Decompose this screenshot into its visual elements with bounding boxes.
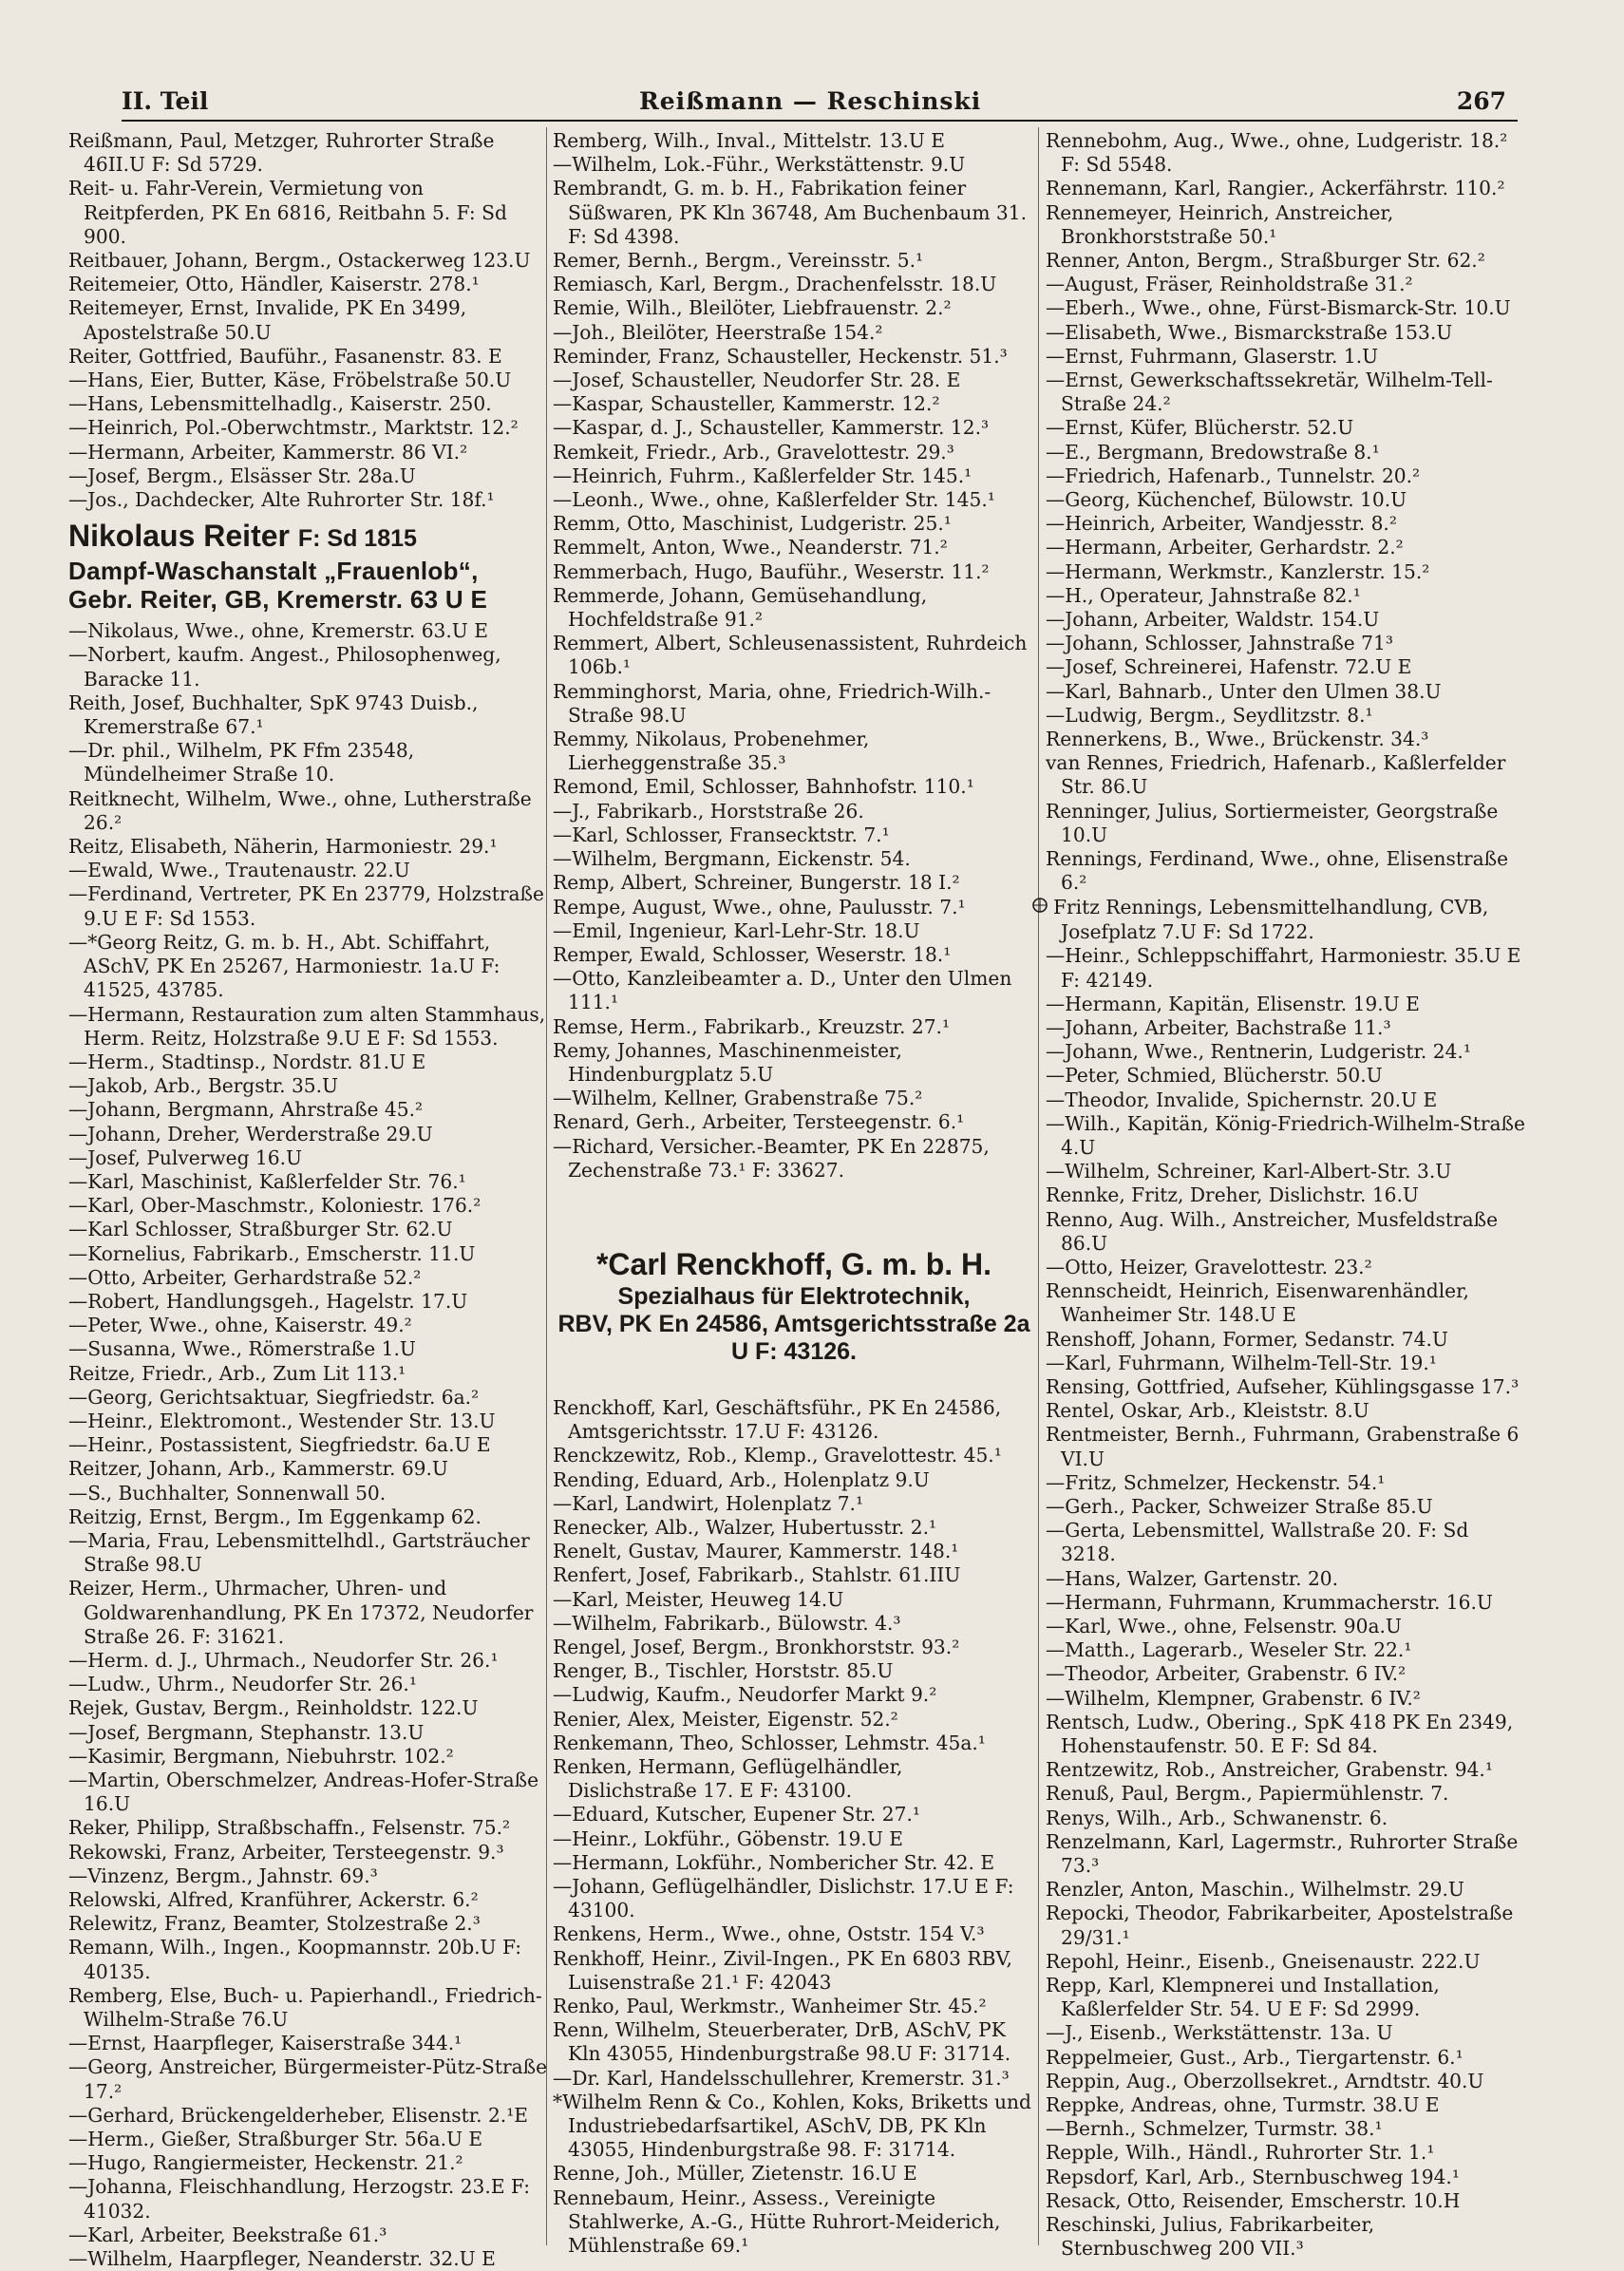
directory-entry: —Dr. phil., Wilhelm, PK Ffm 23548, Mündelheimer Straße 10.: [68, 739, 415, 786]
directory-entry: —Peter, Schmied, Blücherstr. 50.U: [1046, 1064, 1383, 1088]
directory-entry: —Eduard, Kutscher, Eupener Str. 27.¹: [553, 1803, 920, 1826]
directory-entry: Reker, Philipp, Straßbschaffn., Felsenstr. 75.²: [68, 1816, 511, 1840]
directory-entry: —Johann, Wwe., Rentnerin, Ludgeristr. 24.¹: [1046, 1040, 1471, 1064]
directory-entry: —Ernst, Gewerkschaftssekretär, Wilhelm-Tell-Straße 24.²: [1046, 369, 1493, 416]
directory-entry: —Karl, Schlosser, Fransecktstr. 7.¹: [553, 823, 890, 846]
directory-entry: Renger, B., Tischler, Horststr. 85.U: [553, 1659, 894, 1683]
directory-entry: —Georg, Gerichtsaktuar, Siegfriedstr. 6a.²: [68, 1385, 480, 1409]
directory-entry: Reith, Josef, Buchhalter, SpK 9743 Duisb., Kremerstraße 67.¹: [68, 691, 479, 739]
directory-entry: —August, Fräser, Reinholdstraße 31.²: [1046, 273, 1413, 296]
directory-entry: Remberg, Wilh., Inval., Mittelstr. 13.U E: [553, 129, 946, 152]
directory-entry: Renier, Alex, Meister, Eigenstr. 52.²: [553, 1707, 898, 1731]
directory-entry: Reitzer, Johann, Arb., Kammerstr. 69.U: [68, 1457, 448, 1481]
directory-entry: —Hermann, Arbeiter, Kammerstr. 86 VI.²: [68, 440, 468, 464]
directory-entry: —Karl, Landwirt, Holenplatz 7.¹: [553, 1491, 864, 1515]
directory-entry: Renys, Wilh., Arb., Schwanenstr. 6.: [1046, 1806, 1388, 1829]
directory-entry: Remminghorst, Maria, ohne, Friedrich-Wilh.-Straße 98.U: [553, 679, 991, 727]
directory-entry: Rentsch, Ludw., Obering., SpK 418 PK En 2349, Hohenstaufenstr. 50. E F: Sd 84.: [1046, 1710, 1514, 1757]
directory-entry: Reitze, Friedr., Arb., Zum Lit 113.¹: [68, 1361, 406, 1385]
directory-entry: Renkhoff, Heinr., Zivil-Ingen., PK En 6803 RBV, Luisenstraße 21.¹ F: 42043: [553, 1946, 1012, 1994]
directory-entry: Rempe, August, Wwe., ohne, Paulusstr. 7.¹: [553, 895, 966, 918]
directory-entry: Remmert, Albert, Schleusenassistent, Ruhrdeich 106b.¹: [553, 632, 1028, 679]
directory-entry: Remberg, Else, Buch- u. Papierhandl., Friedrich-Wilhelm-Straße 76.U: [68, 1983, 542, 2032]
directory-entry: Repp, Karl, Klempnerei und Installation, Kaßlerfelder Str. 54. U E F: Sd 2999.: [1046, 1974, 1440, 2021]
entry-text: Fritz Rennings, Lebensmittelhandlung, CVB, Josefplatz 7.U F: Sd 1722.: [1053, 895, 1489, 944]
directory-entry: Rennerkens, B., Wwe., Brückenstr. 34.³: [1046, 728, 1429, 751]
directory-entry: —Karl, Fuhrmann, Wilhelm-Tell-Str. 19.¹: [1046, 1351, 1437, 1374]
directory-entry: Rentzewitz, Rob., Anstreicher, Grabenstr. 94.¹: [1046, 1758, 1493, 1782]
directory-entry: —Hermann, Lokführ., Nombericher Str. 42. E: [553, 1850, 995, 1874]
page-header: [122, 87, 1518, 125]
column-divider: [1038, 127, 1039, 2245]
directory-entry: —Karl, Bahnarb., Unter den Ulmen 38.U: [1046, 679, 1442, 703]
directory-entry: —Otto, Kanzleibeamter a. D., Unter den Ulmen 111.¹: [553, 967, 1012, 1014]
directory-entry: Reminder, Franz, Schausteller, Heckenstr. 51.³: [553, 344, 1008, 368]
page-number: 267: [1456, 87, 1506, 115]
directory-entry: —Leonh., Wwe., ohne, Kaßlerfelder Str. 145.¹: [553, 488, 995, 512]
directory-entry: Rekowski, Franz, Arbeiter, Tersteegenstr. 9.³: [68, 1840, 504, 1864]
ad-line: Spezialhaus für Elektrotechnik,: [617, 1282, 971, 1310]
directory-entry: Repsdorf, Karl, Arb., Sternbuschweg 194.¹: [1046, 2165, 1460, 2188]
directory-entry: —Hans, Lebensmittelhadlg., Kaiserstr. 250.: [68, 392, 492, 416]
directory-entry: Rennemann, Karl, Rangier., Ackerfährstr. 110.²: [1046, 177, 1505, 200]
directory-entry: —Hermann, Fuhrmann, Krummacherstr. 16.U: [1046, 1590, 1493, 1614]
directory-entry: Remmerbach, Hugo, Bauführ., Weserstr. 11.²: [553, 559, 990, 583]
directory-entry: —Hermann, Kapitän, Elisenstr. 19.U E: [1046, 992, 1420, 1015]
directory-entry: —*Georg Reitz, G. m. b. H., Abt. Schiffahrt, ASchV, PK En 25267, Harmoniestr. 1a.U F: 41525, 43785.: [68, 930, 500, 1002]
directory-entry: —Robert, Handlungsgeh., Hagelstr. 17.U: [68, 1289, 468, 1313]
directory-entry: —Heinr., Lokführ., Göbenstr. 19.U E: [553, 1826, 903, 1850]
directory-entry: —J., Fabrikarb., Horststraße 26.: [553, 799, 864, 823]
directory-entry: Remer, Bernh., Bergm., Vereinsstr. 5.¹: [553, 249, 924, 273]
directory-entry: —Ferdinand, Vertreter, PK En 23779, Holzstraße 9.U E F: Sd 1553.: [68, 882, 544, 930]
directory-entry: —Fritz, Schmelzer, Heckenstr. 54.¹: [1046, 1470, 1386, 1494]
directory-entry: —Karl, Wwe., ohne, Felsenstr. 90a.U: [1046, 1614, 1402, 1637]
directory-entry: Renkemann, Theo, Schlosser, Lehmstr. 45a.¹: [553, 1731, 986, 1754]
directory-entry: Renner, Anton, Bergm., Straßburger Str. 62.²: [1046, 249, 1485, 273]
entries-list: [1046, 944, 1528, 2261]
directory-entry: —S., Buchhalter, Sonnenwall 50.: [68, 1481, 387, 1505]
directory-entry: Remper, Ewald, Schlosser, Weserstr. 18.¹: [553, 942, 952, 966]
ad-line: RBV, PK En 24586, Amtsgerichtsstraße 2a U F: 43126.: [557, 1310, 1030, 1365]
directory-entry: —Norbert, kaufm. Angest., Philosophenweg, Baracke 11.: [68, 643, 501, 691]
directory-entry: Renecker, Alb., Walzer, Hubertusstr. 2.¹: [553, 1515, 937, 1539]
directory-entry: Reizer, Herm., Uhrmacher, Uhren- und Goldwarenhandlung, PK En 17372, Neudorfer Straße 26. F: 31621.: [68, 1577, 534, 1648]
entries-list: [68, 619, 551, 2271]
directory-entry: Renshoff, Johann, Former, Sedanstr. 74.U: [1046, 1327, 1448, 1351]
directory-entry: —Hermann, Restauration zum alten Stammhaus, Herm. Reitz, Holzstraße 9.U E F: Sd 1553.: [68, 1002, 546, 1050]
directory-entry: —Gerta, Lebensmittel, Wallstraße 20. F: Sd 3218.: [1046, 1519, 1469, 1566]
directory-entry: Repple, Wilh., Händl., Ruhrorter Str. 1.¹: [1046, 2141, 1435, 2165]
directory-entry: —Johann, Arbeiter, Waldstr. 154.U: [1046, 608, 1380, 632]
directory-entry: —Ludw., Uhrm., Neudorfer Str. 26.¹: [68, 1673, 417, 1696]
advertisement-reiter: [68, 518, 551, 614]
directory-entry: —Heinr., Elektromont., Westender Str. 13.U: [68, 1409, 496, 1432]
column-1: [68, 129, 551, 2271]
directory-entry: —Kornelius, Fabrikarb., Emscherstr. 11.U: [68, 1241, 476, 1265]
directory-entry: —Jos., Dachdecker, Alte Ruhrorter Str. 18f.¹: [68, 488, 495, 512]
directory-entry: Resack, Otto, Reisender, Emscherstr. 10.H: [1046, 2188, 1461, 2212]
directory-entry: —Maria, Frau, Lebensmittelhdl., Gartsträucher Straße 98.U: [68, 1528, 530, 1577]
running-title: Reißmann — Reschinski: [639, 87, 982, 115]
directory-entry: Renno, Aug. Wilh., Anstreicher, Musfeldstraße 86.U: [1046, 1207, 1499, 1255]
directory-entry: Reitemeyer, Ernst, Invalide, PK En 3499, Apostelstraße 50.U: [68, 296, 467, 344]
directory-entry: Renard, Gerh., Arbeiter, Tersteegenstr. 6.¹: [553, 1110, 965, 1134]
directory-entry: —Karl, Ober-Maschmstr., Koloniestr. 176.²: [68, 1194, 482, 1218]
ad-name: *Carl Renckhoff, G. m. b. H.: [595, 1246, 992, 1281]
directory-entry: —Wilhelm, Schreiner, Karl-Albert-Str. 3.U: [1046, 1160, 1452, 1183]
directory-entry: —Ernst, Küfer, Blücherstr. 52.U: [1046, 416, 1354, 440]
directory-entry: *Wilhelm Renn & Co., Kohlen, Koks, Briketts und Industriebedarfsartikel, ASchV, DB, PK Kln 43055, Hindenburgstraße 98. F: 31714.: [553, 2090, 1031, 2162]
directory-entry: —Heinr., Schleppschiffahrt, Harmoniestr. 35.U E F: 42149.: [1046, 944, 1521, 992]
advertisement-renckhoff: [553, 1245, 1035, 1366]
directory-entry: —Karl, Arbeiter, Beekstraße 61.³: [68, 2223, 387, 2246]
ad-line: Gebr. Reiter, GB, Kremerstr. 63 U E: [68, 585, 488, 615]
column-2: [553, 129, 1035, 2258]
directory-entry: —Ernst, Fuhrmann, Glaserstr. 1.U: [1046, 344, 1379, 368]
directory-entry: Rembrandt, G. m. b. H., Fabrikation feiner Süßwaren, PK Kln 36748, Am Buchenbaum 31. F: Sd 4398.: [553, 177, 1028, 248]
directory-entry: Rennings, Ferdinand, Wwe., ohne, Elisenstraße 6.²: [1046, 847, 1509, 895]
column-3: [1046, 129, 1528, 2261]
directory-entry-crest: [1046, 896, 1528, 945]
directory-entry: —Hans, Walzer, Gartenstr. 20.: [1046, 1566, 1339, 1590]
directory-entry: Rennke, Fritz, Dreher, Dislichstr. 16.U: [1046, 1183, 1419, 1207]
directory-entry: Reppin, Aug., Oberzollsekret., Arndtstr. 40.U: [1046, 2069, 1484, 2092]
directory-entry: —Johanna, Fleischhandlung, Herzogstr. 23.E F: 41032.: [68, 2175, 531, 2223]
directory-entry: —Johann, Bergmann, Ahrstraße 45.²: [68, 1098, 424, 1122]
directory-entry: Rentel, Oskar, Arb., Kleiststr. 8.U: [1046, 1399, 1369, 1423]
directory-entry: Reschinski, Julius, Fabrikarbeiter, Sternbuschweg 200 VII.³: [1046, 2213, 1375, 2261]
directory-entry: —Georg, Anstreicher, Bürgermeister-Pütz-Straße 17.²: [68, 2055, 548, 2103]
directory-entry: Repocki, Theodor, Fabrikarbeiter, Apostelstraße 29/31.¹: [1046, 1902, 1514, 1949]
directory-entry: —Richard, Versicher.-Beamter, PK En 22875, Zechenstraße 73.¹ F: 33627.: [553, 1134, 990, 1182]
directory-entry: Renuß, Paul, Bergm., Papiermühlenstr. 7.: [1046, 1782, 1449, 1806]
ad-phone: F: Sd 1815: [297, 525, 417, 553]
directory-entry: —Ludwig, Bergm., Seydlitzstr. 8.¹: [1046, 703, 1373, 727]
directory-entry: Renn, Wilhelm, Steuerberater, DrB, ASchV, PK Kln 43055, Hindenburgstraße 98.U F: 31714.: [553, 2018, 1011, 2066]
entries-list: [553, 1396, 1035, 2258]
directory-entry: Remann, Wilh., Ingen., Koopmannstr. 20b.U F: 40135.: [68, 1936, 522, 1983]
directory-entry: Remse, Herm., Fabrikarb., Kreuzstr. 27.¹: [553, 1014, 951, 1038]
directory-entry: —Ludwig, Kaufm., Neudorfer Markt 9.²: [553, 1683, 937, 1707]
directory-entry: —Wilhelm, Lok.-Führ., Werkstättenstr. 9.U: [553, 153, 966, 177]
directory-entry: Reppke, Andreas, ohne, Turmstr. 38.U E: [1046, 2093, 1440, 2117]
header-rule: [122, 120, 1518, 122]
directory-entry: Remond, Emil, Schlosser, Bahnhofstr. 110.¹: [553, 775, 974, 799]
directory-entry: —Theodor, Invalide, Spichernstr. 20.U E: [1046, 1088, 1438, 1111]
directory-entry: Renzelmann, Karl, Lagermstr., Ruhrorter Straße 73.³: [1046, 1829, 1519, 1878]
directory-entry: —Hans, Eier, Butter, Käse, Fröbelstraße 50.U: [68, 369, 512, 392]
directory-entry: Remm, Otto, Maschinist, Ludgeristr. 25.¹: [553, 512, 952, 536]
directory-entry: —Herm. d. J., Uhrmach., Neudorfer Str. 26.¹: [68, 1648, 499, 1672]
directory-entry: —Susanna, Wwe., Römerstraße 1.U: [68, 1337, 416, 1361]
directory-entry: —Bernh., Schmelzer, Turmstr. 38.¹: [1046, 2117, 1383, 2141]
directory-entry: —Karl, Meister, Heuweg 14.U: [553, 1587, 844, 1611]
directory-entry: —Wilh., Kapitän, König-Friedrich-Wilhelm-Straße 4.U: [1046, 1111, 1525, 1159]
directory-entry: Remy, Johannes, Maschinenmeister, Hindenburgplatz 5.U: [553, 1038, 902, 1086]
directory-entry: —Heinrich, Pol.-Oberwchtmstr., Marktstr. 12.²: [68, 416, 519, 440]
directory-entry: Renckzewitz, Rob., Klemp., Gravelottestr. 45.¹: [553, 1444, 1002, 1467]
ad-name: Nikolaus Reiter: [68, 519, 290, 554]
directory-entry: Relewitz, Franz, Beamter, Stolzestraße 2.³: [68, 1912, 481, 1936]
entries-list: [1046, 129, 1528, 896]
directory-entry: Repohl, Heinr., Eisenb., Gneisenaustr. 222.U: [1046, 1949, 1481, 1973]
directory-entry: Rengel, Josef, Bergm., Bronkhorststr. 93.²: [553, 1635, 960, 1658]
directory-entry: Remmerde, Johann, Gemüsehandlung, Hochfeldstraße 91.²: [553, 583, 928, 632]
directory-entry: Rennscheidt, Heinrich, Eisenwarenhändler, Wanheimer Str. 148.U E: [1046, 1279, 1469, 1327]
entries-list: [553, 129, 1035, 1183]
directory-entry: —Johann, Arbeiter, Bachstraße 11.³: [1046, 1015, 1391, 1039]
directory-entry: —Hermann, Arbeiter, Gerhardstr. 2.²: [1046, 536, 1404, 559]
directory-entry: Reit- u. Fahr-Verein, Vermietung von Reitpferden, PK En 6816, Reitbahn 5. F: Sd 900.: [68, 177, 507, 248]
directory-entry: —Karl Schlosser, Straßburger Str. 62.U: [68, 1218, 453, 1241]
directory-entry: Remie, Wilh., Bleilöter, Liebfrauenstr. 2.²: [553, 296, 952, 320]
directory-entry: —Dr. Karl, Handelsschullehrer, Kremerstr. 31.³: [553, 2066, 1010, 2090]
directory-entry: —Karl, Maschinist, Kaßlerfelder Str. 76.¹: [68, 1169, 466, 1193]
directory-entry: —Otto, Heizer, Gravelottestr. 23.²: [1046, 1255, 1372, 1278]
directory-entry: Renelt, Gustav, Maurer, Kammerstr. 148.¹: [553, 1540, 959, 1563]
directory-entry: —J., Eisenb., Werkstättenstr. 13a. U: [1046, 2021, 1393, 2045]
directory-entry: Rennemeyer, Heinrich, Anstreicher, Bronkhorststraße 50.¹: [1046, 200, 1394, 248]
directory-entry: —Wilhelm, Bergmann, Eickenstr. 54.: [553, 847, 911, 871]
directory-entry: —Martin, Oberschmelzer, Andreas-Hofer-Straße 16.U: [68, 1769, 539, 1816]
directory-entry: —Josef, Bergm., Elsässer Str. 28a.U: [68, 464, 416, 487]
directory-entry: —Kaspar, Schausteller, Kammerstr. 12.²: [553, 392, 940, 416]
directory-entry: Rensing, Gottfried, Aufseher, Kühlingsgasse 17.³: [1046, 1374, 1520, 1398]
directory-entry: —Jakob, Arb., Bergstr. 35.U: [68, 1074, 339, 1098]
directory-entry: —Wilhelm, Haarpfleger, Neanderstr. 32.U E: [68, 2247, 496, 2271]
directory-entry: Reiter, Gottfried, Bauführ., Fasanenstr. 83. E: [68, 344, 502, 368]
directory-entry: —Ewald, Wwe., Trautenaustr. 22.U: [68, 859, 410, 882]
directory-entry: —Johann, Geflügelhändler, Dislichstr. 17.U E F: 43100.: [553, 1875, 1014, 1922]
directory-entry: Rennebaum, Heinr., Assess., Vereinigte Stahlwerke, A.-G., Hütte Ruhrort-Meiderich, Mühlenstraße 69.¹: [553, 2186, 1001, 2258]
directory-entry: Reitz, Elisabeth, Näherin, Harmoniestr. 29.¹: [68, 835, 498, 859]
directory-entry: —Gerh., Packer, Schweizer Straße 85.U: [1046, 1494, 1433, 1518]
directory-entry: —Wilhelm, Klempner, Grabenstr. 6 IV.²: [1046, 1686, 1421, 1710]
directory-entry: Remiasch, Karl, Bergm., Drachenfelsstr. 18.U: [553, 273, 997, 296]
directory-entry: Remp, Albert, Schreiner, Bungerstr. 18 I.²: [553, 871, 960, 895]
directory-entry: —Josef, Schreinerei, Hafenstr. 72.U E: [1046, 655, 1412, 679]
directory-entry: —Heinrich, Fuhrm., Kaßlerfelder Str. 145.¹: [553, 464, 973, 487]
directory-entry: —Josef, Schausteller, Neudorfer Str. 28. E: [553, 369, 961, 392]
directory-entry: Remkeit, Friedr., Arb., Gravelottestr. 29.³: [553, 440, 954, 464]
crest-icon: [1046, 896, 1049, 920]
directory-entry: —E., Bergmann, Bredowstraße 8.¹: [1046, 440, 1380, 464]
directory-entry: —Matth., Lagerarb., Weseler Str. 22.¹: [1046, 1638, 1412, 1662]
directory-entry: —Josef, Bergmann, Stephanstr. 13.U: [68, 1720, 425, 1744]
directory-entry: —Wilhelm, Kellner, Grabenstraße 75.²: [553, 1087, 923, 1110]
directory-entry: —Peter, Wwe., ohne, Kaiserstr. 49.²: [68, 1314, 412, 1337]
directory-entry: van Rennes, Friedrich, Hafenarb., Kaßlerfelder Str. 86.U: [1046, 751, 1506, 799]
entries-list: [68, 129, 551, 512]
directory-entry: Renfert, Josef, Fabrikarb., Stahlstr. 61.IIU: [553, 1563, 961, 1587]
directory-entry: —Friedrich, Hafenarb., Tunnelstr. 20.²: [1046, 464, 1421, 487]
directory-entry: —Elisabeth, Wwe., Bismarckstraße 153.U: [1046, 320, 1453, 344]
directory-entry: —Georg, Küchenchef, Bülowstr. 10.U: [1046, 488, 1407, 512]
directory-entry: Rejek, Gustav, Bergm., Reinholdstr. 122.U: [68, 1696, 479, 1720]
directory-entry: Rentmeister, Bernh., Fuhrmann, Grabenstraße 6 VI.U: [1046, 1423, 1520, 1470]
directory-entry: Remmy, Nikolaus, Probenehmer, Lierheggenstraße 35.³: [553, 728, 870, 775]
directory-entry: —Emil, Ingenieur, Karl-Lehr-Str. 18.U: [553, 918, 920, 942]
directory-entry: Reitzig, Ernst, Bergm., Im Eggenkamp 62.: [68, 1505, 482, 1528]
directory-entry: —Hermann, Werkmstr., Kanzlerstr. 15.²: [1046, 559, 1430, 583]
directory-entry: Renko, Paul, Werkmstr., Wanheimer Str. 45.²: [553, 1995, 987, 2018]
directory-entry: —Herm., Stadtinsp., Nordstr. 81.U E: [68, 1050, 426, 1073]
directory-entry: Renckhoff, Karl, Geschäftsführ., PK En 24586, Amtsgerichtsstr. 17.U F: 43126.: [553, 1395, 1002, 1444]
directory-entry: Reitemeier, Otto, Händler, Kaiserstr. 278.¹: [68, 273, 480, 296]
directory-entry: —Otto, Arbeiter, Gerhardstraße 52.²: [68, 1265, 422, 1289]
directory-entry: Renne, Joh., Müller, Zietenstr. 16.U E: [553, 2162, 917, 2186]
directory-entry: —Kaspar, d. J., Schausteller, Kammerstr. 12.³: [553, 416, 990, 440]
directory-entry: —Kasimir, Bergmann, Niebuhrstr. 102.²: [68, 1744, 454, 1768]
directory-entry: —Wilhelm, Fabrikarb., Bülowstr. 4.³: [553, 1611, 901, 1635]
directory-entry: Renninger, Julius, Sortiermeister, Georgstraße 10.U: [1046, 799, 1499, 846]
directory-entry: Reitknecht, Wilhelm, Wwe., ohne, Lutherstraße 26.²: [68, 786, 532, 834]
directory-entry: —Eberh., Wwe., ohne, Fürst-Bismarck-Str. 10.U: [1046, 296, 1511, 320]
directory-entry: Reitbauer, Johann, Bergm., Ostackerweg 123.U: [68, 249, 531, 273]
directory-entry: —Herm., Gießer, Straßburger Str. 56a.U E: [68, 2128, 483, 2151]
directory-entry: Relowski, Alfred, Kranführer, Ackerstr. 6.²: [68, 1888, 479, 1912]
directory-entry: —Gerhard, Brückengelderheber, Elisenstr. 2.¹E: [68, 2103, 529, 2127]
directory-entry: —Joh., Bleilöter, Heerstraße 154.²: [553, 320, 883, 344]
directory-entry: —Heinrich, Arbeiter, Wandjesstr. 8.²: [1046, 512, 1397, 536]
directory-entry: Rennebohm, Aug., Wwe., ohne, Ludgeristr. 18.² F: Sd 5548.: [1046, 129, 1508, 177]
directory-entry: —Ernst, Haarpfleger, Kaiserstraße 344.¹: [68, 2032, 463, 2055]
directory-entry: —Theodor, Arbeiter, Grabenstr. 6 IV.²: [1046, 1662, 1407, 1686]
directory-entry: —H., Operateur, Jahnstraße 82.¹: [1046, 583, 1361, 607]
directory-entry: Renzler, Anton, Maschin., Wilhelmstr. 29.U: [1046, 1878, 1464, 1902]
directory-entry: Remmelt, Anton, Wwe., Neanderstr. 71.²: [553, 536, 948, 559]
directory-entry: —Hugo, Rangiermeister, Heckenstr. 21.²: [68, 2151, 463, 2175]
directory-entry: —Nikolaus, Wwe., ohne, Kremerstr. 63.U E: [68, 619, 488, 643]
ad-line: Dampf-Waschanstalt „Frauenlob“,: [68, 557, 479, 586]
directory-entry: —Johann, Schlosser, Jahnstraße 71³: [1046, 632, 1393, 655]
directory-entry: —Vinzenz, Bergm., Jahnstr. 69.³: [68, 1864, 378, 1887]
directory-entry: Reißmann, Paul, Metzger, Ruhrorter Straße 46II.U F: Sd 5729.: [68, 129, 495, 177]
directory-entry: Rending, Eduard, Arb., Holenplatz 9.U: [553, 1467, 930, 1491]
section-label: II. Teil: [122, 87, 209, 115]
directory-entry: Renken, Hermann, Geflügelhändler, Dislichstraße 17. E F: 43100.: [553, 1754, 903, 1803]
directory-entry: —Johann, Dreher, Werderstraße 29.U: [68, 1122, 433, 1145]
directory-entry: —Heinr., Postassistent, Siegfriedstr. 6a.U E: [68, 1433, 491, 1457]
directory-entry: —Josef, Pulverweg 16.U: [68, 1145, 303, 1169]
directory-entry: Reppelmeier, Gust., Arb., Tiergartenstr. 6.¹: [1046, 2045, 1463, 2069]
directory-entry: Renkens, Herm., Wwe., ohne, Oststr. 154 V.³: [553, 1922, 985, 1946]
